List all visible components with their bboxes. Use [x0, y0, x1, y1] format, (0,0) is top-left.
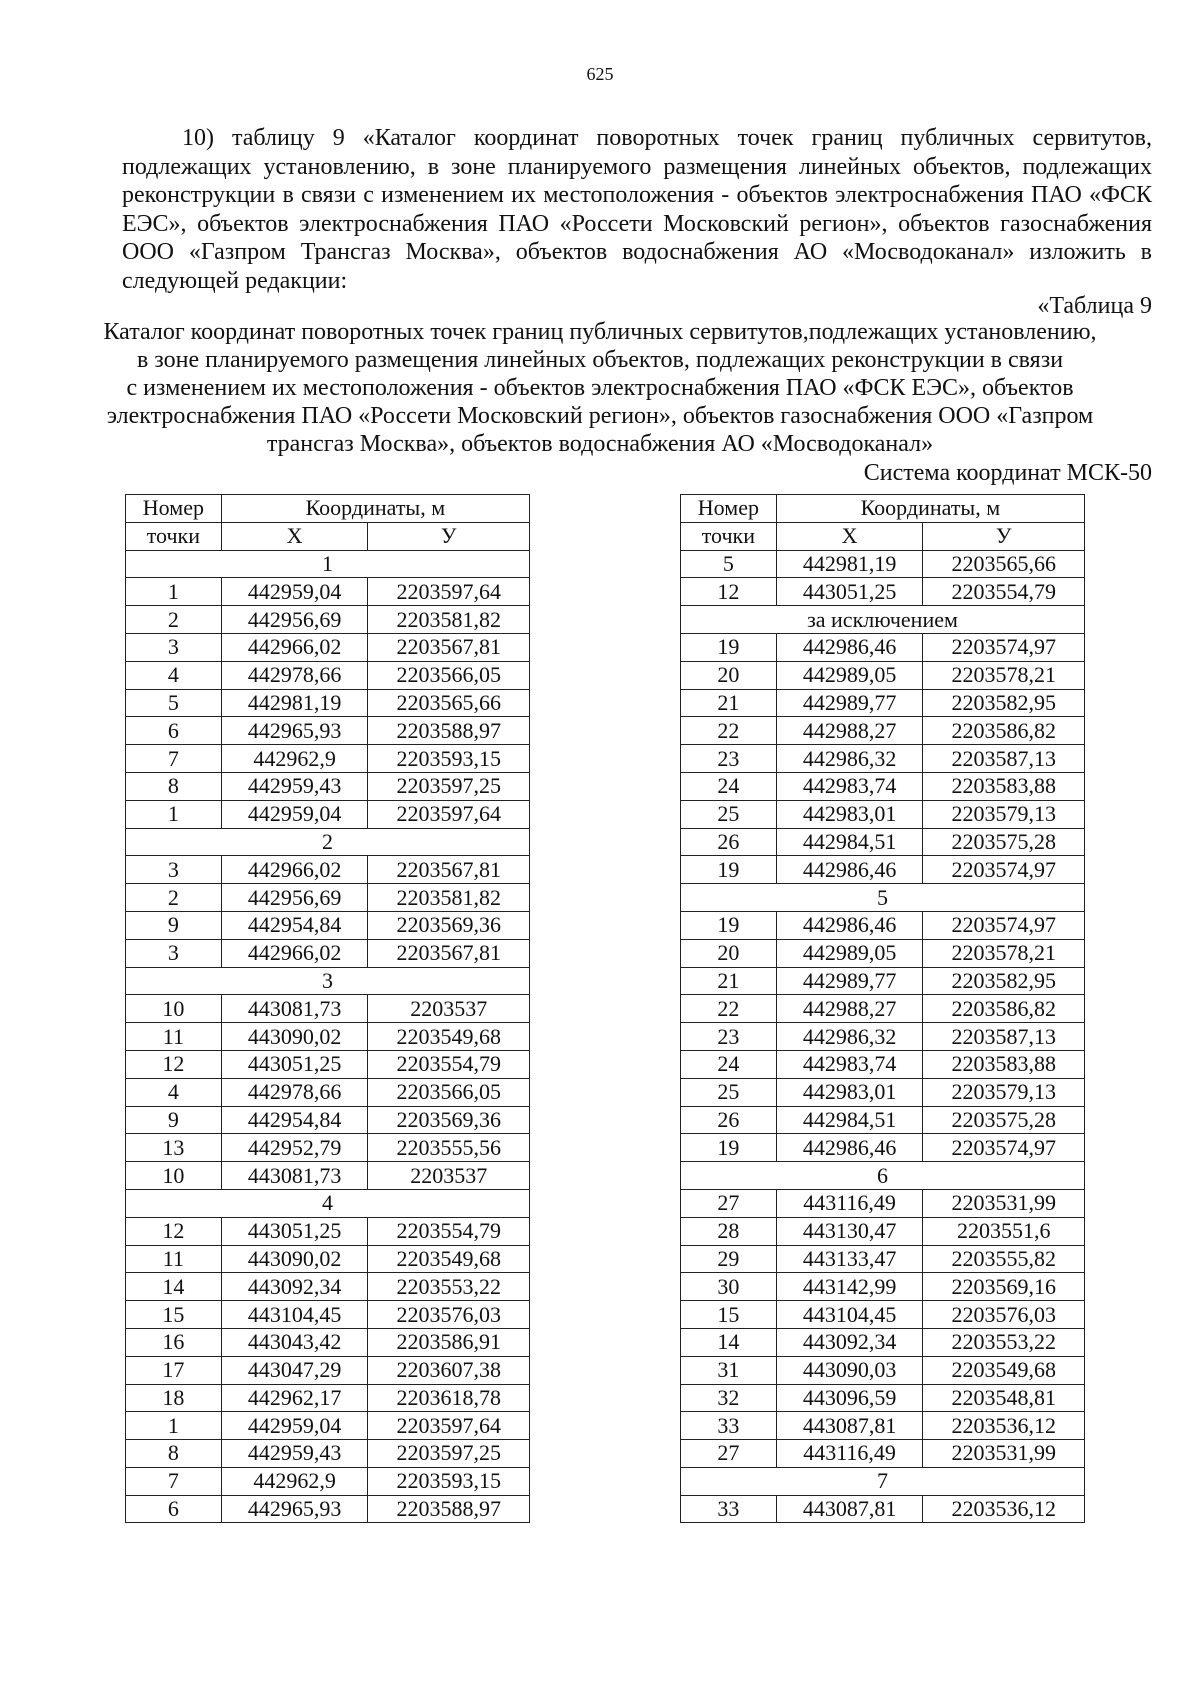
table-row: [681, 689, 1085, 717]
point-number-cell: 32: [681, 1384, 777, 1412]
section-label: 6: [681, 1162, 1085, 1190]
y-coordinate-cell: 2203574,97: [923, 633, 1085, 661]
x-coordinate-cell: 442988,27: [776, 717, 923, 745]
point-number-cell: 22: [681, 995, 777, 1023]
table-row: [681, 1050, 1085, 1078]
x-coordinate-cell: 443130,47: [776, 1217, 923, 1245]
table-row: [681, 717, 1085, 745]
y-coordinate-cell: 2203579,13: [923, 800, 1085, 828]
table-row: [681, 550, 1085, 578]
point-number-cell: 22: [681, 717, 777, 745]
section-row: [681, 606, 1085, 634]
x-coordinate-cell: 442983,74: [776, 1050, 923, 1078]
caption-line: с изменением их местоположения - объектов электроснабжения ПАО «ФСК ЕЭС», объектов: [126, 375, 1074, 401]
table-row: [126, 1162, 530, 1190]
point-number-cell: 24: [681, 1050, 777, 1078]
table-row: [126, 1328, 530, 1356]
y-coordinate-cell: 2203554,79: [923, 578, 1085, 606]
y-coordinate-cell: 2203578,21: [923, 939, 1085, 967]
y-coordinate-cell: 2203531,99: [923, 1189, 1085, 1217]
point-number-cell: 3: [126, 633, 222, 661]
x-coordinate-cell: 442986,46: [776, 856, 923, 884]
y-coordinate-cell: 2203587,13: [923, 745, 1085, 773]
table-label: «Таблица 9: [1037, 293, 1152, 319]
point-number-cell: 17: [126, 1356, 222, 1384]
point-number-cell: 26: [681, 828, 777, 856]
y-coordinate-cell: 2203575,28: [923, 828, 1085, 856]
table-row: [126, 661, 530, 689]
x-coordinate-cell: 443081,73: [221, 1162, 368, 1190]
x-coordinate-cell: 443051,25: [221, 1217, 368, 1245]
y-coordinate-cell: 2203597,64: [368, 578, 530, 606]
x-coordinate-cell: 443092,34: [221, 1273, 368, 1301]
table-row: [126, 689, 530, 717]
point-number-cell: 27: [681, 1189, 777, 1217]
point-number-cell: 23: [681, 745, 777, 773]
point-number-cell: 33: [681, 1495, 777, 1523]
point-number-cell: 13: [126, 1134, 222, 1162]
table-row: [681, 661, 1085, 689]
y-coordinate-cell: 2203554,79: [368, 1050, 530, 1078]
y-coordinate-cell: 2203567,81: [368, 633, 530, 661]
y-coordinate-cell: 2203579,13: [923, 1078, 1085, 1106]
point-number-cell: 16: [126, 1328, 222, 1356]
header-y: У: [368, 522, 530, 550]
y-coordinate-cell: 2203586,91: [368, 1328, 530, 1356]
y-coordinate-cell: 2203593,15: [368, 1467, 530, 1495]
x-coordinate-cell: 442966,02: [221, 939, 368, 967]
point-number-cell: 2: [126, 884, 222, 912]
table-row: [681, 1078, 1085, 1106]
point-number-cell: 31: [681, 1356, 777, 1384]
y-coordinate-cell: 2203537: [368, 1162, 530, 1190]
y-coordinate-cell: 2203555,82: [923, 1245, 1085, 1273]
y-coordinate-cell: 2203597,25: [368, 1440, 530, 1468]
table-body: [126, 550, 530, 1523]
table-row: [681, 995, 1085, 1023]
table-row: [126, 1495, 530, 1523]
caption-line: Каталог координат поворотных точек границ публичных сервитутов,подлежащих установлению,: [103, 319, 1097, 345]
table-row: [126, 745, 530, 773]
section-label: 7: [681, 1467, 1085, 1495]
x-coordinate-cell: 443047,29: [221, 1356, 368, 1384]
point-number-cell: 19: [681, 1134, 777, 1162]
point-number-cell: 19: [681, 911, 777, 939]
x-coordinate-cell: 442986,46: [776, 1134, 923, 1162]
page-number: 625: [586, 64, 614, 84]
x-coordinate-cell: 443087,81: [776, 1412, 923, 1440]
point-number-cell: 25: [681, 800, 777, 828]
point-number-cell: 7: [126, 1467, 222, 1495]
table-row: [681, 1245, 1085, 1273]
table-row: [126, 578, 530, 606]
section-row: [126, 1189, 530, 1217]
table-row: [126, 800, 530, 828]
header-coordinates: Координаты, м: [776, 495, 1084, 523]
table-caption: [100, 318, 1100, 458]
y-coordinate-cell: 2203553,22: [368, 1273, 530, 1301]
x-coordinate-cell: 442954,84: [221, 1106, 368, 1134]
section-row: [681, 884, 1085, 912]
y-coordinate-cell: 2203567,81: [368, 939, 530, 967]
point-number-cell: 24: [681, 772, 777, 800]
caption-line: трансгаз Москва», объектов водоснабжения АО «Мосводоканал»: [266, 431, 934, 457]
x-coordinate-cell: 443133,47: [776, 1245, 923, 1273]
table-row: [681, 1356, 1085, 1384]
point-number-cell: 12: [126, 1217, 222, 1245]
point-number-cell: 19: [681, 633, 777, 661]
point-number-cell: 2: [126, 606, 222, 634]
x-coordinate-cell: 442959,04: [221, 800, 368, 828]
point-number-cell: 9: [126, 911, 222, 939]
y-coordinate-cell: 2203588,97: [368, 1495, 530, 1523]
x-coordinate-cell: 442959,04: [221, 1412, 368, 1440]
caption-line: в зоне планируемого размещения линейных объектов, подлежащих реконструкции в связи: [136, 347, 1064, 373]
y-coordinate-cell: 2203581,82: [368, 606, 530, 634]
table-row: [126, 884, 530, 912]
y-coordinate-cell: 2203581,82: [368, 884, 530, 912]
coordinates-table-right: [680, 494, 1085, 1523]
x-coordinate-cell: 442954,84: [221, 911, 368, 939]
point-number-cell: 33: [681, 1412, 777, 1440]
x-coordinate-cell: 442983,01: [776, 1078, 923, 1106]
y-coordinate-cell: 2203597,64: [368, 1412, 530, 1440]
table-row: [681, 745, 1085, 773]
y-coordinate-cell: 2203549,68: [368, 1023, 530, 1051]
point-number-cell: 20: [681, 661, 777, 689]
y-coordinate-cell: 2203593,15: [368, 745, 530, 773]
x-coordinate-cell: 442989,77: [776, 689, 923, 717]
table-row: [126, 911, 530, 939]
header-coordinates: Координаты, м: [221, 495, 529, 523]
section-row: [681, 1162, 1085, 1190]
y-coordinate-cell: 2203597,64: [368, 800, 530, 828]
x-coordinate-cell: 442962,9: [221, 1467, 368, 1495]
table-row: [126, 1050, 530, 1078]
header-point-number-2: точки: [681, 522, 777, 550]
y-coordinate-cell: 2203588,97: [368, 717, 530, 745]
header-y: У: [923, 522, 1085, 550]
point-number-cell: 6: [126, 717, 222, 745]
y-coordinate-cell: 2203582,95: [923, 689, 1085, 717]
y-coordinate-cell: 2203536,12: [923, 1495, 1085, 1523]
table-row: [681, 1134, 1085, 1162]
x-coordinate-cell: 443087,81: [776, 1495, 923, 1523]
section-label: за исключением: [681, 606, 1085, 634]
x-coordinate-cell: 443051,25: [776, 578, 923, 606]
table-row: [126, 1245, 530, 1273]
y-coordinate-cell: 2203586,82: [923, 717, 1085, 745]
x-coordinate-cell: 442983,74: [776, 772, 923, 800]
point-number-cell: 19: [681, 856, 777, 884]
section-label: 1: [126, 550, 530, 578]
x-coordinate-cell: 443116,49: [776, 1189, 923, 1217]
intro-paragraph: 10) таблицу 9 «Каталог координат поворотных точек границ публичных сервитутов, подлежащих установлению, в зоне планируемого размещения линейных объектов, подлежащих реконструкции в связи с изменением их местоположения - объектов электроснабжения ПАО «ФСК ЕЭС», объектов электроснабжения ПАО «Россети Московский регион», объектов газоснабжения ООО «Газпром Трансгаз Москва», объектов водоснабжения АО «Мосводоканал» изложить в следующей редакции:: [122, 125, 1152, 294]
table-row: [681, 1495, 1085, 1523]
table-row: [126, 1301, 530, 1329]
x-coordinate-cell: 442959,43: [221, 772, 368, 800]
x-coordinate-cell: 442966,02: [221, 856, 368, 884]
y-coordinate-cell: 2203565,66: [368, 689, 530, 717]
x-coordinate-cell: 442966,02: [221, 633, 368, 661]
y-coordinate-cell: 2203566,05: [368, 661, 530, 689]
table-row: [681, 1412, 1085, 1440]
y-coordinate-cell: 2203548,81: [923, 1384, 1085, 1412]
table-row: [126, 1078, 530, 1106]
table-row: [126, 772, 530, 800]
table-row: [126, 1440, 530, 1468]
y-coordinate-cell: 2203586,82: [923, 995, 1085, 1023]
x-coordinate-cell: 443104,45: [221, 1301, 368, 1329]
point-number-cell: 14: [681, 1328, 777, 1356]
point-number-cell: 21: [681, 967, 777, 995]
x-coordinate-cell: 442952,79: [221, 1134, 368, 1162]
section-label: 2: [126, 828, 530, 856]
y-coordinate-cell: 2203551,6: [923, 1217, 1085, 1245]
point-number-cell: 18: [126, 1384, 222, 1412]
point-number-cell: 23: [681, 1023, 777, 1051]
table-row: [681, 1189, 1085, 1217]
point-number-cell: 10: [126, 995, 222, 1023]
x-coordinate-cell: 443090,02: [221, 1245, 368, 1273]
y-coordinate-cell: 2203536,12: [923, 1412, 1085, 1440]
y-coordinate-cell: 2203531,99: [923, 1440, 1085, 1468]
point-number-cell: 27: [681, 1440, 777, 1468]
section-label: 4: [126, 1189, 530, 1217]
table-header: [126, 495, 530, 551]
x-coordinate-cell: 442959,04: [221, 578, 368, 606]
table-row: [126, 1023, 530, 1051]
header-point-number: Номер: [681, 495, 777, 523]
table-row: [126, 1356, 530, 1384]
x-coordinate-cell: 442978,66: [221, 1078, 368, 1106]
point-number-cell: 6: [126, 1495, 222, 1523]
table-row: [681, 856, 1085, 884]
x-coordinate-cell: 443104,45: [776, 1301, 923, 1329]
x-coordinate-cell: 443051,25: [221, 1050, 368, 1078]
table-row: [126, 1384, 530, 1412]
x-coordinate-cell: 442986,46: [776, 911, 923, 939]
y-coordinate-cell: 2203566,05: [368, 1078, 530, 1106]
x-coordinate-cell: 442986,32: [776, 745, 923, 773]
point-number-cell: 8: [126, 1440, 222, 1468]
table-row: [681, 1106, 1085, 1134]
point-number-cell: 10: [126, 1162, 222, 1190]
x-coordinate-cell: 442965,93: [221, 1495, 368, 1523]
table-row: [681, 1440, 1085, 1468]
point-number-cell: 4: [126, 661, 222, 689]
table-row: [681, 828, 1085, 856]
y-coordinate-cell: 2203549,68: [368, 1245, 530, 1273]
y-coordinate-cell: 2203567,81: [368, 856, 530, 884]
y-coordinate-cell: 2203565,66: [923, 550, 1085, 578]
table-row: [681, 772, 1085, 800]
x-coordinate-cell: 443142,99: [776, 1273, 923, 1301]
point-number-cell: 21: [681, 689, 777, 717]
x-coordinate-cell: 443081,73: [221, 995, 368, 1023]
x-coordinate-cell: 442983,01: [776, 800, 923, 828]
x-coordinate-cell: 443092,34: [776, 1328, 923, 1356]
point-number-cell: 1: [126, 1412, 222, 1440]
x-coordinate-cell: 443090,02: [221, 1023, 368, 1051]
table-row: [681, 911, 1085, 939]
table-row: [126, 1412, 530, 1440]
point-number-cell: 5: [681, 550, 777, 578]
point-number-cell: 12: [126, 1050, 222, 1078]
x-coordinate-cell: 442962,9: [221, 745, 368, 773]
y-coordinate-cell: 2203569,16: [923, 1273, 1085, 1301]
point-number-cell: 25: [681, 1078, 777, 1106]
table-row: [126, 633, 530, 661]
y-coordinate-cell: 2203537: [368, 995, 530, 1023]
point-number-cell: 14: [126, 1273, 222, 1301]
point-number-cell: 3: [126, 856, 222, 884]
y-coordinate-cell: 2203618,78: [368, 1384, 530, 1412]
section-row: [126, 967, 530, 995]
y-coordinate-cell: 2203574,97: [923, 856, 1085, 884]
x-coordinate-cell: 443090,03: [776, 1356, 923, 1384]
caption-line: электроснабжения ПАО «Россети Московский регион», объектов газоснабжения ООО «Газпром: [106, 403, 1094, 429]
y-coordinate-cell: 2203587,13: [923, 1023, 1085, 1051]
x-coordinate-cell: 443116,49: [776, 1440, 923, 1468]
point-number-cell: 9: [126, 1106, 222, 1134]
y-coordinate-cell: 2203582,95: [923, 967, 1085, 995]
point-number-cell: 3: [126, 939, 222, 967]
table-row: [681, 1217, 1085, 1245]
point-number-cell: 4: [126, 1078, 222, 1106]
x-coordinate-cell: 442986,46: [776, 633, 923, 661]
table-row: [126, 1273, 530, 1301]
table-row: [126, 606, 530, 634]
table-row: [681, 1384, 1085, 1412]
point-number-cell: 5: [126, 689, 222, 717]
table-row: [681, 939, 1085, 967]
y-coordinate-cell: 2203576,03: [368, 1301, 530, 1329]
point-number-cell: 11: [126, 1023, 222, 1051]
x-coordinate-cell: 442984,51: [776, 828, 923, 856]
point-number-cell: 26: [681, 1106, 777, 1134]
table-row: [681, 578, 1085, 606]
table-row: [126, 717, 530, 745]
table-row: [126, 1467, 530, 1495]
x-coordinate-cell: 442989,77: [776, 967, 923, 995]
table-row: [681, 1301, 1085, 1329]
x-coordinate-cell: 442984,51: [776, 1106, 923, 1134]
y-coordinate-cell: 2203569,36: [368, 911, 530, 939]
y-coordinate-cell: 2203569,36: [368, 1106, 530, 1134]
y-coordinate-cell: 2203576,03: [923, 1301, 1085, 1329]
y-coordinate-cell: 2203574,97: [923, 1134, 1085, 1162]
point-number-cell: 1: [126, 578, 222, 606]
x-coordinate-cell: 442959,43: [221, 1440, 368, 1468]
table-body: [681, 550, 1085, 1523]
point-number-cell: 28: [681, 1217, 777, 1245]
header-point-number-2: точки: [126, 522, 222, 550]
point-number-cell: 20: [681, 939, 777, 967]
x-coordinate-cell: 442989,05: [776, 661, 923, 689]
header-point-number: Номер: [126, 495, 222, 523]
point-number-cell: 12: [681, 578, 777, 606]
section-row: [126, 828, 530, 856]
point-number-cell: 7: [126, 745, 222, 773]
x-coordinate-cell: 443043,42: [221, 1328, 368, 1356]
coordinates-table-left: [125, 494, 530, 1523]
point-number-cell: 1: [126, 800, 222, 828]
x-coordinate-cell: 442989,05: [776, 939, 923, 967]
point-number-cell: 11: [126, 1245, 222, 1273]
x-coordinate-cell: 442965,93: [221, 717, 368, 745]
y-coordinate-cell: 2203549,68: [923, 1356, 1085, 1384]
section-label: 3: [126, 967, 530, 995]
table-row: [681, 1328, 1085, 1356]
x-coordinate-cell: 442962,17: [221, 1384, 368, 1412]
y-coordinate-cell: 2203607,38: [368, 1356, 530, 1384]
table-row: [126, 1134, 530, 1162]
table-row: [126, 939, 530, 967]
y-coordinate-cell: 2203553,22: [923, 1328, 1085, 1356]
table-row: [126, 856, 530, 884]
y-coordinate-cell: 2203597,25: [368, 772, 530, 800]
y-coordinate-cell: 2203554,79: [368, 1217, 530, 1245]
table-row: [681, 633, 1085, 661]
section-row: [681, 1467, 1085, 1495]
table-row: [126, 995, 530, 1023]
x-coordinate-cell: 443096,59: [776, 1384, 923, 1412]
y-coordinate-cell: 2203583,88: [923, 1050, 1085, 1078]
table-row: [681, 967, 1085, 995]
table-row: [126, 1106, 530, 1134]
x-coordinate-cell: 442978,66: [221, 661, 368, 689]
point-number-cell: 15: [126, 1301, 222, 1329]
x-coordinate-cell: 442988,27: [776, 995, 923, 1023]
point-number-cell: 29: [681, 1245, 777, 1273]
coordinate-system-label: Система координат МСК-50: [863, 460, 1152, 486]
table-row: [681, 800, 1085, 828]
table-row: [126, 1217, 530, 1245]
y-coordinate-cell: 2203578,21: [923, 661, 1085, 689]
x-coordinate-cell: 442981,19: [221, 689, 368, 717]
table-row: [681, 1273, 1085, 1301]
x-coordinate-cell: 442981,19: [776, 550, 923, 578]
table-header: [681, 495, 1085, 551]
point-number-cell: 30: [681, 1273, 777, 1301]
x-coordinate-cell: 442986,32: [776, 1023, 923, 1051]
y-coordinate-cell: 2203583,88: [923, 772, 1085, 800]
x-coordinate-cell: 442956,69: [221, 606, 368, 634]
x-coordinate-cell: 442956,69: [221, 884, 368, 912]
y-coordinate-cell: 2203575,28: [923, 1106, 1085, 1134]
section-label: 5: [681, 884, 1085, 912]
header-x: X: [221, 522, 368, 550]
header-x: X: [776, 522, 923, 550]
y-coordinate-cell: 2203574,97: [923, 911, 1085, 939]
y-coordinate-cell: 2203555,56: [368, 1134, 530, 1162]
point-number-cell: 15: [681, 1301, 777, 1329]
table-row: [681, 1023, 1085, 1051]
point-number-cell: 8: [126, 772, 222, 800]
section-row: [126, 550, 530, 578]
